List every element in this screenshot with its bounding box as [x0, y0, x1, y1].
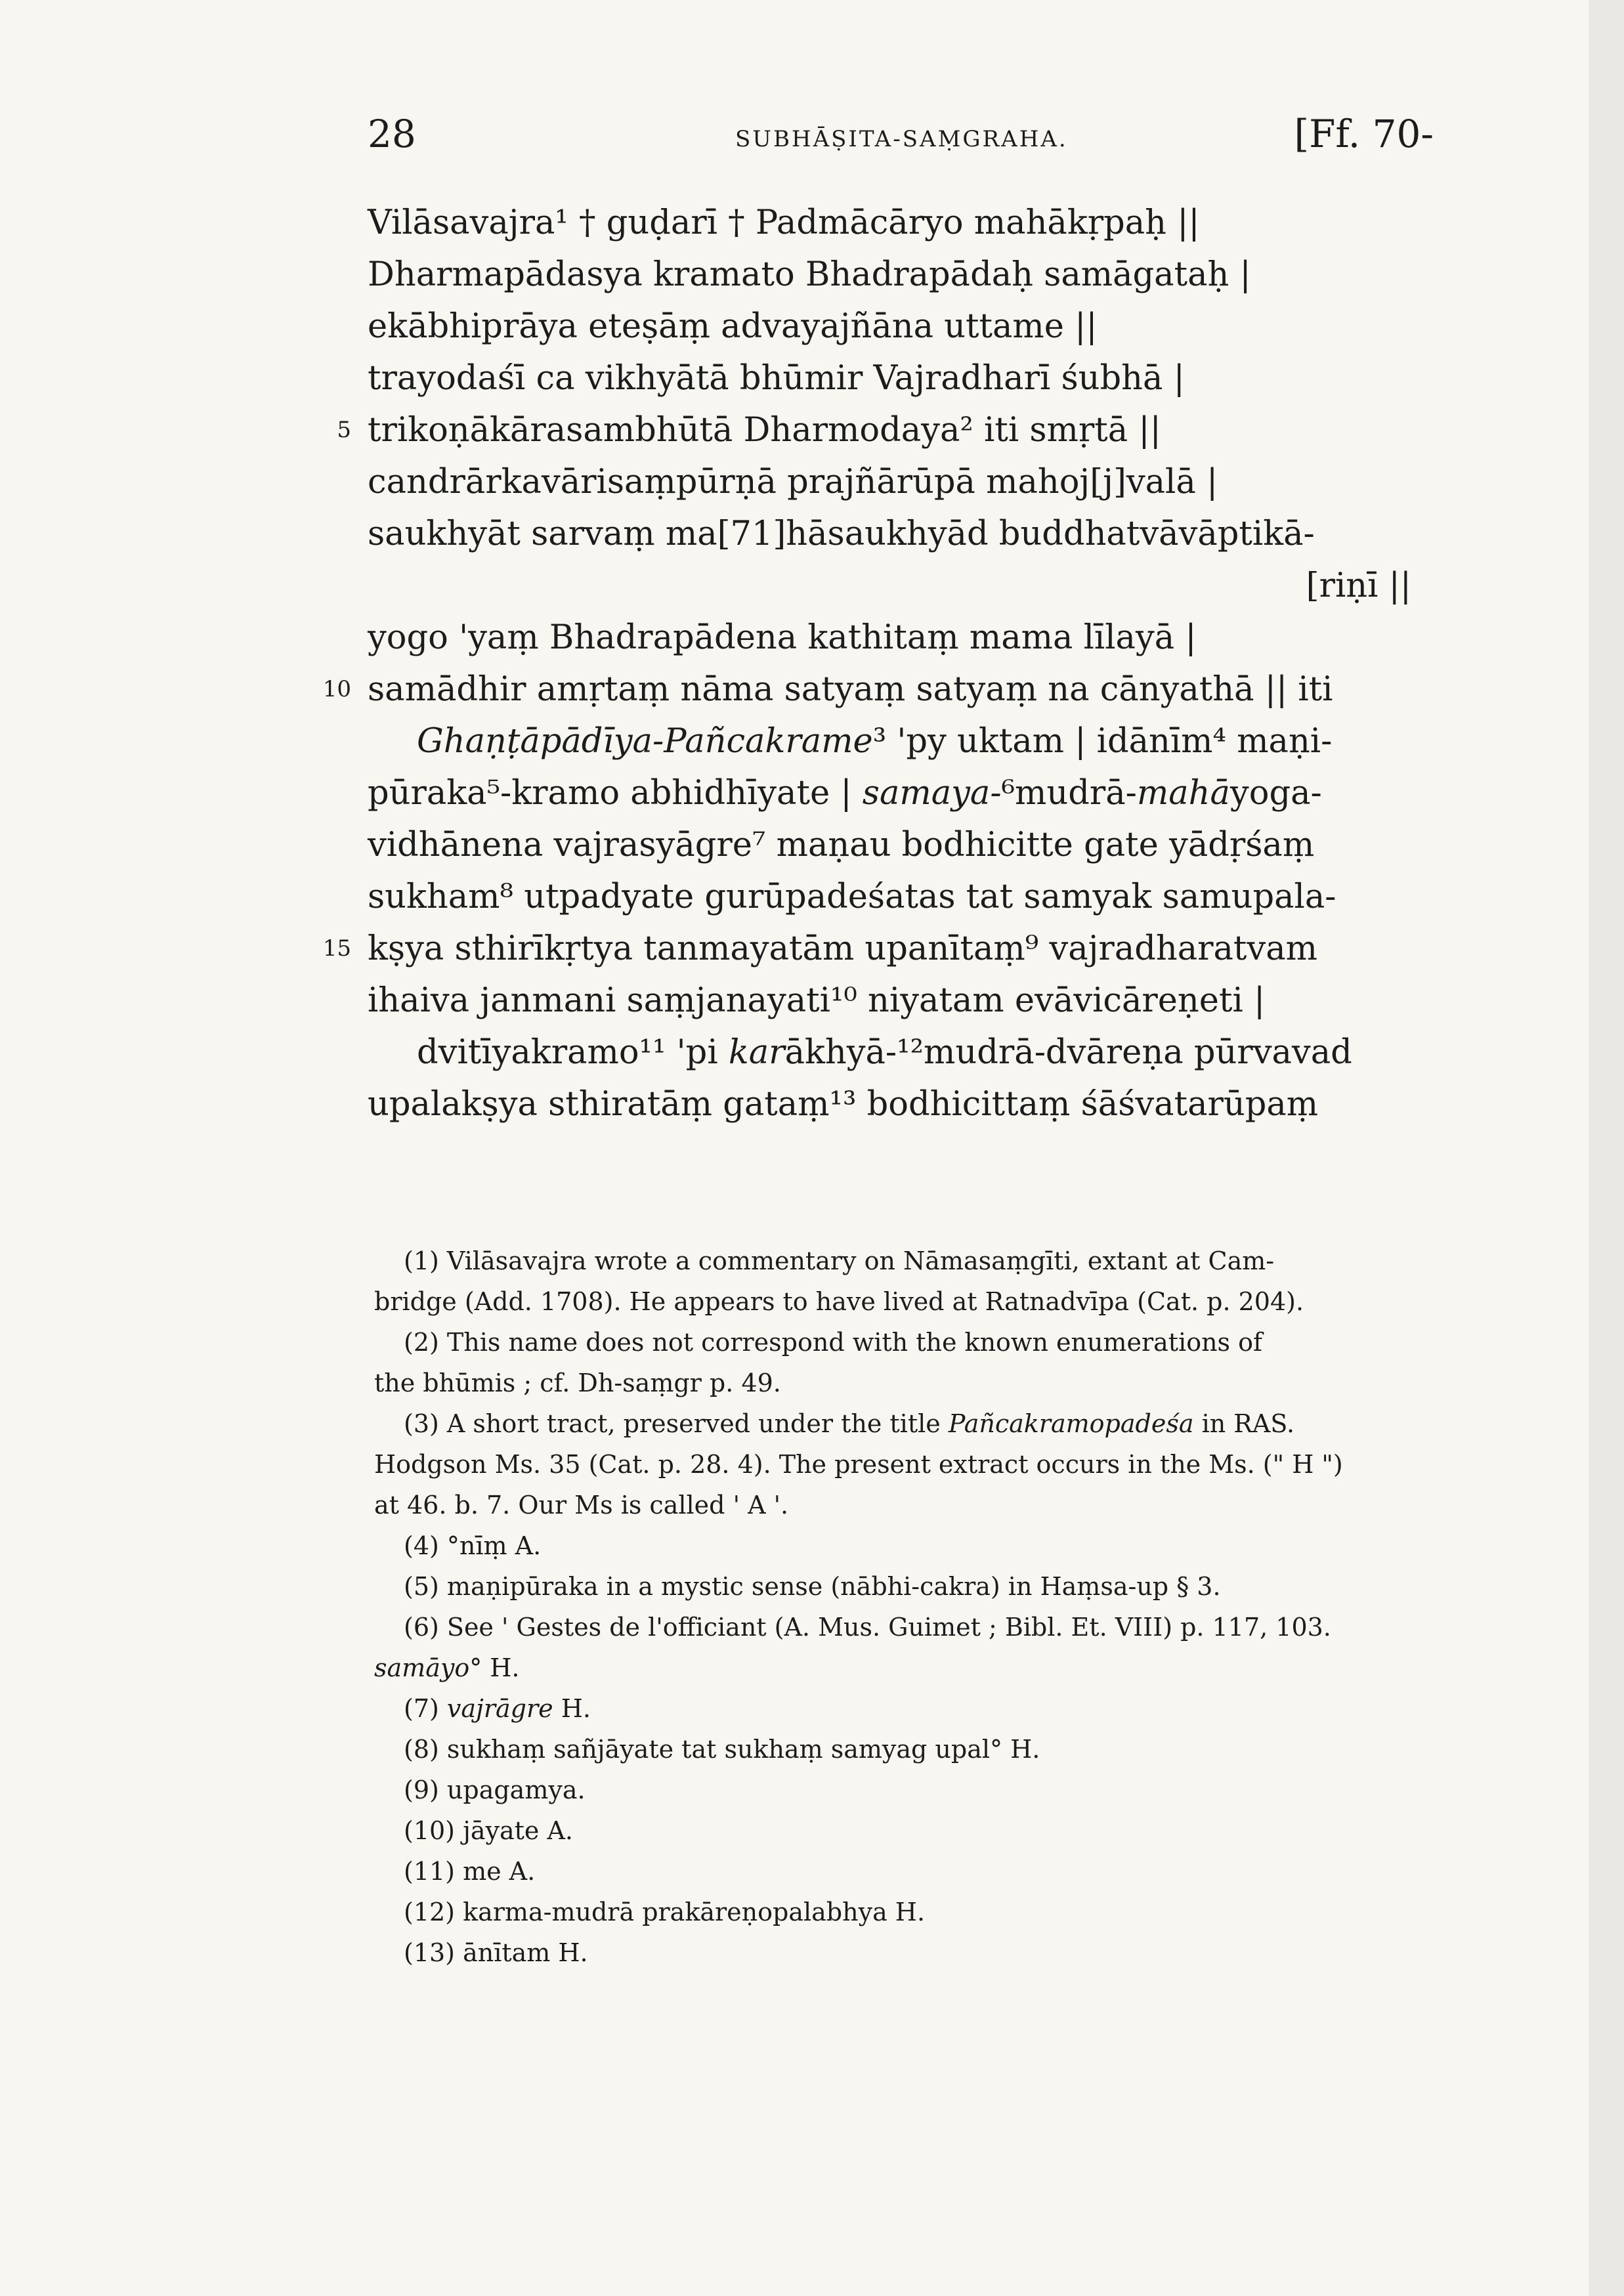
footnote-1-cont: bridge (Add. 1708). He appears to have lived at Ratnadvīpa (Cat. p. 204). [374, 1287, 1304, 1316]
text-line-6: candrārkavārisaṃpūrṇā prajñārūpā mahoj[j]valā | [368, 463, 1218, 501]
line-number: 10 [322, 676, 351, 702]
footnote-2-cont: the bhūmis ; cf. Dh-saṃgr p. 49. [374, 1369, 781, 1397]
text-line-3: ekābhiprāya eteṣāṃ advayajñāna uttame || [368, 307, 1098, 346]
line-number: 15 [322, 935, 351, 962]
text-line-14: sukham⁸ utpadyate gurūpadeśatas tat samyak samupala- [368, 878, 1336, 916]
footnote-2: (2) This name does not correspond with the known enumerations of [404, 1328, 1263, 1357]
text-line-13: vidhānena vajrasyāgre⁷ maṇau bodhicitte gate yādṛśaṃ [368, 826, 1315, 864]
text-line-5: 5 trikoṇākārasambhūtā Dharmodaya² iti smṛtā || [368, 404, 1444, 456]
line-number: 5 [337, 417, 351, 443]
footnote-12: (12) karma-mudrā prakāreṇopalabhya H. [404, 1898, 926, 1926]
footnote-10: (10) jāyate A. [404, 1816, 574, 1845]
page-header [368, 98, 1434, 171]
footnote-6: (6) See ' Gestes de l'officiant (A. Mus. Guimet ; Bibl. Et. VIII) p. 117, 103. [404, 1613, 1331, 1642]
text-line-15: 15 kṣya sthirīkṛtya tanmayatām upanītaṃ⁹ vajradharatvam [368, 923, 1444, 975]
running-title: SUBHĀṢITA-SAṂGRAHA. [735, 126, 1068, 152]
footnote-6-cont: samāyo° H. [374, 1653, 520, 1682]
folio-reference: [Ff. 70- [1294, 112, 1434, 156]
text-line-17: dvitīyakramo¹¹ 'pi karākhyā-¹²mudrā-dvāreṇa pūrvavad [417, 1033, 1352, 1072]
footnote-8: (8) sukhaṃ sañjāyate tat sukhaṃ samyag upal° H. [404, 1735, 1040, 1764]
page-edge-shadow [1589, 0, 1624, 2296]
text-line-1: Vilāsavajra¹ † guḍarī † Padmācāryo mahākṛpaḥ || [368, 203, 1200, 242]
text-line-7: saukhyāt sarvaṃ ma[71]hāsaukhyād buddhatvāvāptikā- [368, 515, 1315, 553]
footnote-11: (11) me A. [404, 1857, 536, 1886]
text-line-10: 10 samādhir amṛtaṃ nāma satyaṃ satyaṃ na cānyathā || iti [368, 664, 1444, 715]
text-line-4: trayodaśī ca vikhyātā bhūmir Vajradharī śubhā | [368, 359, 1185, 398]
text-line-2: Dharmapādasya kramato Bhadrapādaḥ samāgataḥ | [368, 255, 1251, 294]
footnote-7: (7) vajrāgre H. [404, 1694, 591, 1723]
text-line-12: pūraka⁵-kramo abhidhīyate | samaya-⁶mudrā-mahāyoga- [368, 774, 1322, 813]
text-line-8: [riṇī || [1306, 566, 1411, 605]
footnote-3-cont-2: at 46. b. 7. Our Ms is called ' A '. [374, 1491, 789, 1520]
footnote-1: (1) Vilāsavajra wrote a commentary on Nāmasaṃgīti, extant at Cam- [404, 1246, 1275, 1275]
text-line-9: yogo 'yaṃ Bhadrapādena kathitaṃ mama līlayā | [368, 618, 1197, 657]
footnote-5: (5) maṇipūraka in a mystic sense (nābhi-cakra) in Haṃsa-up § 3. [404, 1572, 1221, 1601]
text-line-16: ihaiva janmani saṃjanayati¹⁰ niyatam evāvicāreṇeti | [368, 981, 1266, 1020]
text-line-18: upalakṣya sthiratāṃ gataṃ¹³ bodhicittaṃ śāśvatarūpaṃ [368, 1085, 1319, 1124]
footnotes [374, 1241, 1444, 1973]
footnote-4: (4) °nīṃ A. [404, 1531, 542, 1560]
text-line-11: Ghaṇṭāpādīya-Pañcakrame³ 'py uktam | idānīm⁴ maṇi- [417, 722, 1333, 761]
footnote-3-cont: Hodgson Ms. 35 (Cat. p. 28. 4). The present extract occurs in the Ms. (" H ") [374, 1450, 1343, 1479]
footnote-9: (9) upagamya. [404, 1775, 586, 1804]
footnote-13: (13) ānītam H. [404, 1938, 588, 1967]
footnote-3: (3) A short tract, preserved under the title Pañcakramopadeśa in RAS. [404, 1409, 1295, 1438]
page-number: 28 [368, 112, 416, 156]
verse-text [322, 197, 1444, 1130]
